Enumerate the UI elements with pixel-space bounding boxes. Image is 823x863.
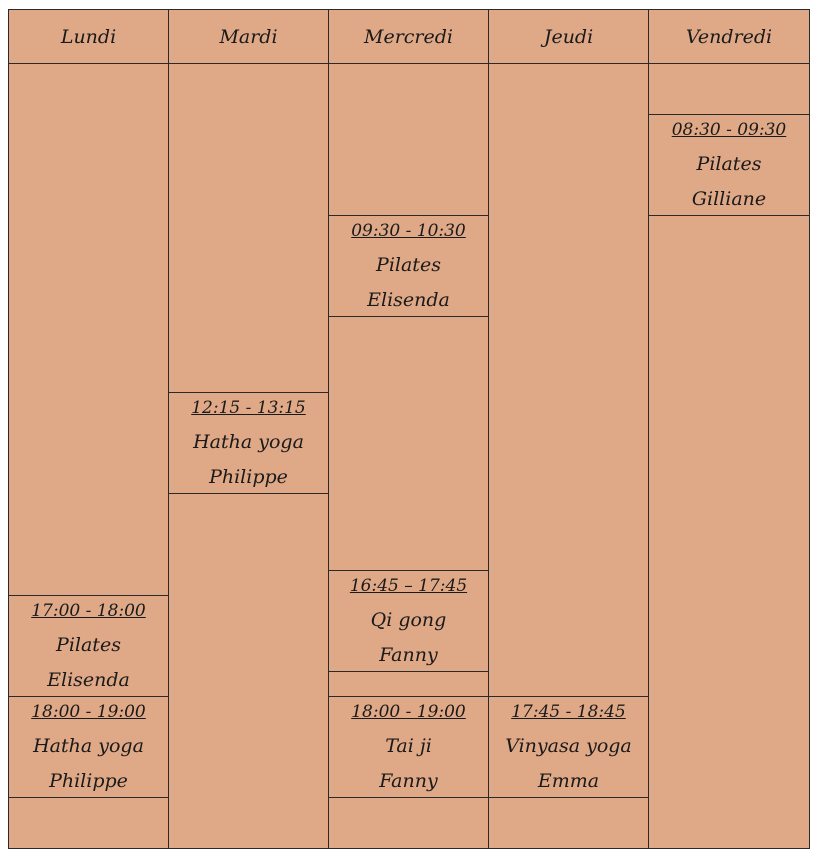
session-time: 16:45 – 17:45 xyxy=(349,576,468,596)
day-label: Mardi xyxy=(219,25,278,48)
empty-slot xyxy=(168,493,329,849)
empty-slot xyxy=(168,63,329,393)
day-label: Vendredi xyxy=(685,25,773,48)
session-activity: Tai ji xyxy=(385,735,432,757)
day-header-mercredi xyxy=(328,9,489,64)
session-lundi-hatha[interactable] xyxy=(8,696,169,798)
session-mardi-hatha[interactable] xyxy=(168,392,329,494)
session-mercredi-taiji[interactable] xyxy=(328,696,489,798)
session-teacher: Elisenda xyxy=(47,669,130,691)
empty-slot xyxy=(648,63,810,115)
session-mercredi-qigong[interactable] xyxy=(328,570,489,672)
session-teacher: Elisenda xyxy=(367,289,450,311)
empty-slot xyxy=(8,797,169,849)
day-label: Mercredi xyxy=(364,25,453,48)
day-header-lundi xyxy=(8,9,169,64)
empty-slot xyxy=(648,215,810,849)
session-teacher: Gilliane xyxy=(691,188,767,210)
session-activity: Qi gong xyxy=(370,609,447,631)
empty-slot xyxy=(328,671,489,697)
session-activity: Vinyasa yoga xyxy=(505,735,632,757)
session-teacher: Philippe xyxy=(49,770,128,792)
session-lundi-pilates[interactable] xyxy=(8,595,169,697)
empty-slot xyxy=(488,797,649,849)
session-mercredi-pilates[interactable] xyxy=(328,215,489,317)
day-header-mardi xyxy=(168,9,329,64)
session-time: 18:00 - 19:00 xyxy=(31,702,146,722)
session-teacher: Philippe xyxy=(209,466,288,488)
session-jeudi-vinyasa[interactable] xyxy=(488,696,649,798)
session-activity: Hatha yoga xyxy=(33,735,144,757)
session-teacher: Fanny xyxy=(379,644,438,666)
empty-slot xyxy=(328,63,489,216)
session-activity: Pilates xyxy=(696,153,762,175)
session-activity: Hatha yoga xyxy=(193,431,304,453)
session-time: 17:45 - 18:45 xyxy=(511,702,626,722)
session-time: 17:00 - 18:00 xyxy=(31,601,146,621)
session-activity: Pilates xyxy=(56,634,121,656)
empty-slot xyxy=(328,797,489,849)
session-time: 08:30 - 09:30 xyxy=(671,120,787,140)
session-teacher: Fanny xyxy=(379,770,438,792)
session-teacher: Emma xyxy=(537,770,600,792)
day-label: Jeudi xyxy=(543,25,594,48)
session-time: 18:00 - 19:00 xyxy=(351,702,466,722)
session-vendredi-pilates[interactable] xyxy=(648,114,810,216)
session-time: 12:15 - 13:15 xyxy=(191,398,306,418)
empty-slot xyxy=(328,316,489,571)
empty-slot xyxy=(488,63,649,697)
session-activity: Pilates xyxy=(376,254,441,276)
empty-slot xyxy=(8,63,169,596)
session-time: 09:30 - 10:30 xyxy=(351,221,466,241)
day-header-jeudi xyxy=(488,9,649,64)
day-header-vendredi xyxy=(648,9,810,64)
day-label: Lundi xyxy=(60,25,117,48)
